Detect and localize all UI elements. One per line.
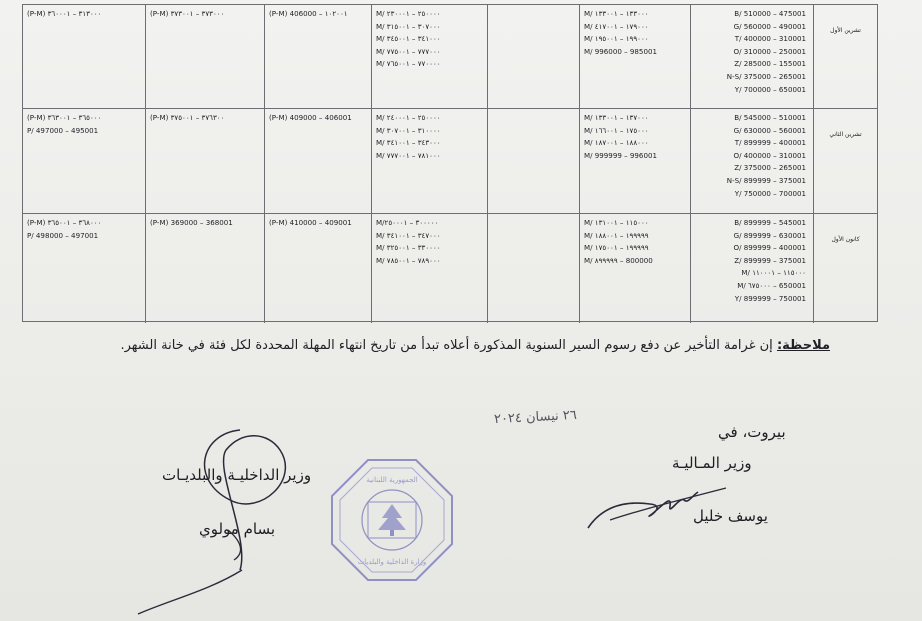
range-entry: (P-M) ٣٦٨٠٠٠ – ٣٦٥٠٠١ [27,218,102,227]
range-entry: (P-M) ٣٦٥٠٠٠ – ٣٦٣٠٠١ [27,113,102,122]
month-label: تشرين الأول [830,27,861,34]
range-entry: B/ 510000 – 475001 [734,9,806,18]
table-cell-c5 [488,214,593,323]
range-entry: B/ 545000 – 510001 [734,113,806,122]
range-entry: M/ ١١٥٠٠٠ – ١٣١٠٠١ [584,218,649,227]
range-entry: N-S/ 899999 – 375001 [726,175,806,185]
range-entry: (P-M) ٣١٣٠٠٠ – ٣٦٠٠٠١ [27,9,102,18]
range-entry: B/ 899999 – 545001 [734,218,806,227]
range-entry: M/ ١٧٩٠٠٠ – ٤١٧٠٠١ [584,21,649,31]
range-entry: Y/ 899999 – 750001 [734,293,806,303]
table-cell-c1 [23,5,146,108]
range-entry: M/ ٣١٠٠٠٠ – ٣٠٧٠٠١ [376,125,441,135]
table-cell-c7 [691,109,814,214]
table-row [23,108,877,214]
ministry-seal [330,458,454,582]
range-entry: M/ 996000 – 985001 [584,46,657,56]
table-cell-c3 [265,109,372,214]
range-entry: M/ ٦٧٥٠٠٠ – 650001 [737,280,806,290]
range-entry: N-S/ 375000 – 265001 [726,71,806,81]
note-paragraph [110,336,830,355]
table-cell-c2 [146,5,265,108]
table-cell-c4 [372,214,488,323]
table-cell-c5 [488,109,593,214]
range-entry: T/ 400000 – 310001 [734,34,806,44]
table-cell-c3 [265,214,372,323]
range-entry: M/ ٢٥٠٠٠٠ – ٢٤٠٠٠١ [376,113,441,122]
table-cell-c3 [265,5,372,108]
range-entry: P/ 498000 – 497001 [27,230,99,240]
range-entry: G/ 560000 – 490001 [733,21,806,31]
range-entry: (P-M) 406000 – ١٠٢٠٠١ [269,9,348,18]
range-entry: Y/ 750000 – 700001 [734,188,806,198]
table-cell-c6 [579,214,691,323]
month-label: كانون الأول [831,236,860,243]
range-entry: O/ 310000 – 250001 [733,46,806,56]
range-entry: (P-M) 410000 – 409001 [269,218,352,227]
table-row [23,5,877,108]
range-entry: M/ ٣٠٧٠٠٠ – ٣١٥٠٠١ [376,21,441,31]
range-entry: M/ ١٩٩٩٩٩ – ١٨٨٠٠١ [584,230,649,240]
table-cell-c1 [23,109,146,214]
table-cell-c7 [691,5,814,108]
interior-minister-name: بسام مولوي [199,520,276,538]
range-entry: Z/ 899999 – 375001 [734,255,806,265]
range-entry: G/ 899999 – 630001 [733,230,806,240]
range-entry: M/ ١١٥٠٠٠ – ١١٠٠٠١ [741,268,806,278]
interior-signature [130,420,330,620]
finance-signature [580,470,730,540]
range-entry: M/ ٣٤٣٠٠٠ – ٣٤١٠٠١ [376,138,441,148]
range-entry: M/ ٧٨١٠٠٠ – ٧٧٧٠٠١ [376,150,441,160]
note-label: ملاحظة: [776,338,830,353]
range-entry: (P-M) 369000 – 368001 [150,218,233,227]
range-entry: Z/ 375000 – 265001 [734,163,806,173]
range-entry: M/ ٧٧٧٠٠٠ – ٧٧٥٠٠١ [376,46,441,56]
table-cell-c2 [146,214,265,323]
month-label: تشرين الثاني [829,131,862,138]
note-text: إن غرامة التأخير عن دفع رسوم السير السنوية المذكورة أعلاه تبدأ من تاريخ انتهاء المهلة المحددة لكل فئة في خانة الشهر. [120,338,773,353]
seal-top-text: الجمهورية اللبنانية [366,476,418,484]
table-cell-c4 [372,5,488,108]
range-entry: M/ ١٩٩٩٩٩ – ١٧٥٠٠١ [584,243,649,253]
range-entry: M/ ٧٧٠٠٠٠ – ٧٦٥٠٠١ [376,59,441,69]
range-entry: Y/ 700000 – 650001 [734,84,806,94]
interior-minister-title: وزير الداخليـة والبلديـات [162,466,312,484]
table-cell-c4 [372,109,488,214]
finance-minister-name: يوسف خليل [693,507,768,525]
finance-minister-title: وزير المـاليـة [672,454,752,472]
range-entry: Z/ 285000 – 155001 [734,59,806,69]
range-entry: M/ ١٨٨٠٠٠ – ١٨٧٠٠١ [584,138,649,148]
range-entry: (P-M) 409000 – 406001 [269,113,352,122]
range-entry: M/ ٧٨٩٠٠٠ – ٧٨٥٠٠١ [376,255,441,265]
range-entry: G/ 630000 – 560001 [733,125,806,135]
range-entry: P/ 497000 – 495001 [27,125,99,135]
handwritten-date: ٢٦ نيسان ٢٠٢٤ [493,407,578,428]
range-entry: M/ ٨٩٩٩٩٩ – 800000 [584,255,653,265]
table-cell-c1 [23,214,146,323]
table-cell-c2 [146,109,265,214]
range-entry: M/ ٣٣٠٠٠٠ – ٣٢٥٠٠١ [376,243,441,253]
table-cell-c6 [579,109,691,214]
place-date-label: بيروت، في [718,423,786,441]
fees-table [22,4,878,322]
table-row [23,213,877,323]
range-entry: M/ ١٧٥٠٠٠ – ١٦٦٠٠١ [584,125,649,135]
table-cell-c7 [691,214,814,323]
range-entry: O/ 899999 – 400001 [733,243,806,253]
range-entry: M/ ٢٥٠٠٠٠ – ٢٣٠٠٠١ [376,9,441,18]
range-entry: M/ ١٣٣٠٠٠ – ١٣٣٠٠١ [584,9,649,18]
range-entry: M/ ٣٤١٠٠٠ – ٣٤٥٠٠١ [376,34,441,44]
range-entry: M/ ٣٤٧٠٠٠ – ٣٤١٠٠١ [376,230,441,240]
range-entry: M/ 999999 – 996001 [584,150,657,160]
range-entry: (P-M) ٣٧٣٠٠٠ – ٣٧٣٠٠١ [150,9,225,18]
range-entry: (P-M) ٣٧٦٣٠٠ – ٣٧٥٠٠١ [150,113,225,122]
seal-bottom-text: وزارة الداخلية والبلديات [357,558,427,566]
table-cell-c6 [579,5,691,108]
range-entry: T/ 899999 – 400001 [734,138,806,148]
range-entry: M/٣٠٠٠٠٠ – ٢٥٠٠٠١ [376,218,439,227]
table-cell-c5 [488,5,593,108]
range-entry: O/ 400000 – 310001 [733,150,806,160]
range-entry: M/ ١٣٧٠٠٠ – ١٣٣٠٠١ [584,113,649,122]
range-entry: M/ ١٩٩٠٠٠ – ١٩٥٠٠١ [584,34,649,44]
